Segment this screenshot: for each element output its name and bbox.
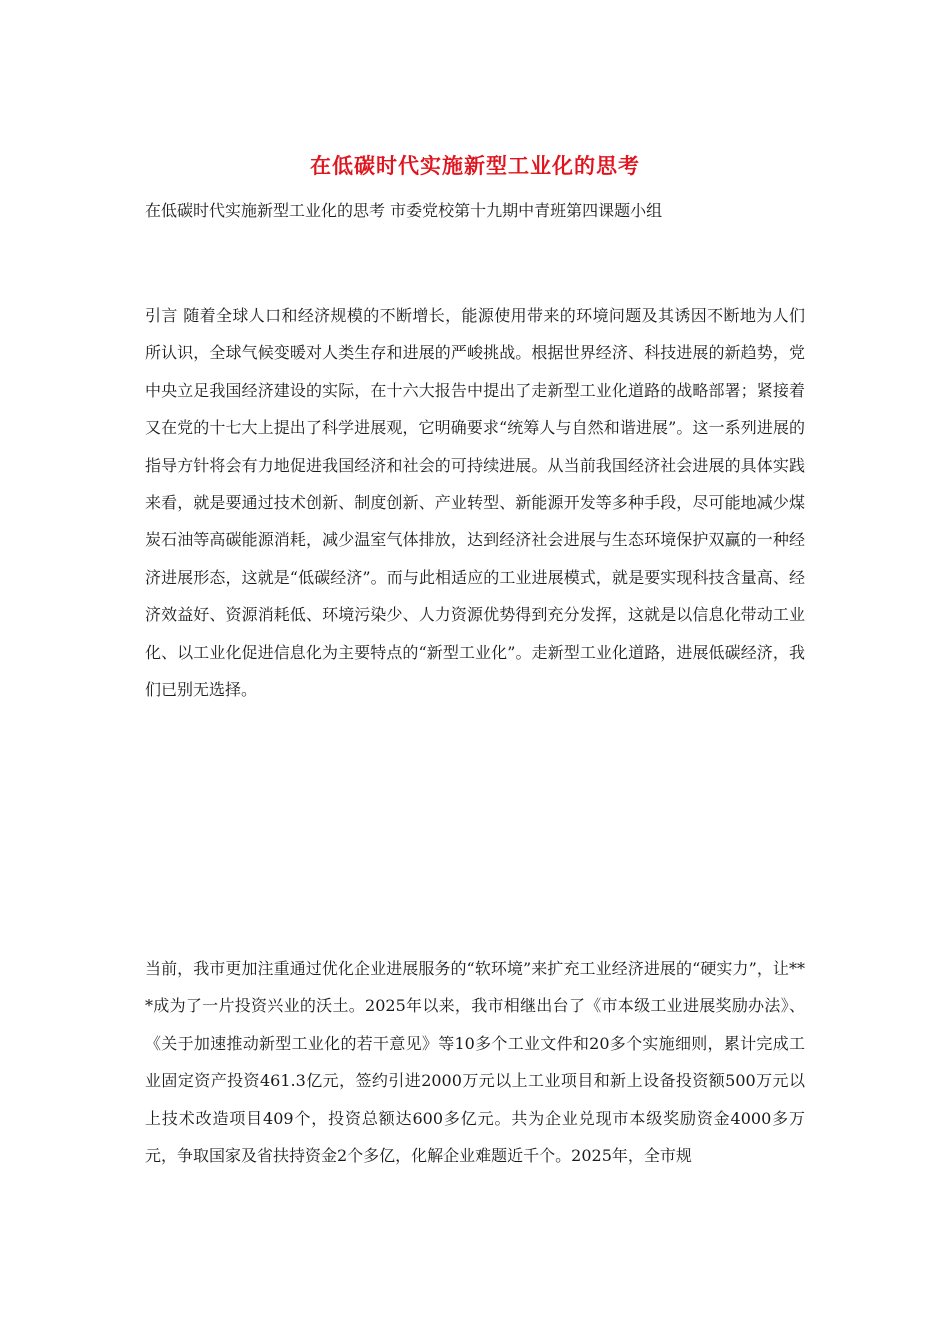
document-subtitle: 在低碳时代实施新型工业化的思考 市委党校第十九期中青班第四课题小组 bbox=[145, 201, 663, 220]
document-title: 在低碳时代实施新型工业化的思考 bbox=[310, 153, 640, 178]
body-paragraph-intro: 引言 随着全球人口和经济规模的不断增长，能源使用带来的环境问题及其诱因不断地为人们所认识，全球气候变暖对人类生存和进展的严峻挑战。根据世界经济、科技进展的新趋势，党中央立足我国经济建设的实际，在十六大报告中提出了走新型工业化道路的战略部署；紧接着又在党的十七大上提出了科学进展观，它明确要求“统筹人与自然和谐进展”。这一系列进展的指导方针将会有力地促进我国经济和社会的可持续进展。从当前我国经济社会进展的具体实践来看，就是要通过技术创新、制度创新、产业转型、新能源开发等多种手段，尽可能地减少煤炭石油等高碳能源消耗，减少温室气体排放，达到经济社会进展与生态环境保护双赢的一种经济进展形态，这就是“低碳经济”。而与此相适应的工业进展模式，就是要实现科技含量高、经济效益好、资源消耗低、环境污染少、人力资源优势得到充分发挥，这就是以信息化带动工业化、以工业化促进信息化为主要特点的“新型工业化”。走新型工业化道路，进展低碳经济，我们已别无选择。 bbox=[145, 306, 805, 700]
body-paragraph-current: 当前，我市更加注重通过优化企业进展服务的“软环境”来扩充工业经济进展的“硬实力”，让***成为了一片投资兴业的沃土。2025年以来，我市相继出台了《市本级工业进展奖励办法》、《关于加速推动新型工业化的若干意见》等10多个工业文件和20多个实施细则，累计完成工业固定资产投资461.3亿元，签约引进2000万元以上工业项目和新上设备投资额500万元以上技术改造项目409个，投资总额达600多亿元。共为企业兑现市本级奖励资金4000多万元，争取国家及省扶持资金2个多亿，化解企业难题近千个。2025年，全市规 bbox=[145, 959, 805, 1166]
